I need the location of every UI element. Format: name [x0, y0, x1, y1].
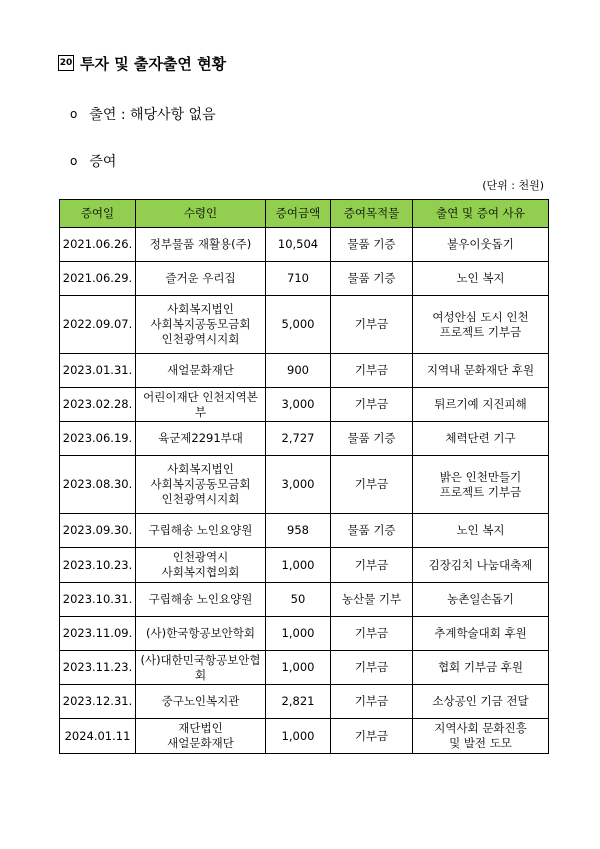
cell-reason	[413, 548, 549, 583]
cell-reason-line: 밝은 인천만들기	[439, 469, 522, 484]
table-row	[60, 296, 549, 354]
cell-recipient	[136, 354, 266, 388]
cell-object: 기부금	[331, 456, 413, 514]
cell-amount: 1,000	[266, 617, 331, 651]
table-row	[60, 388, 549, 422]
header-date: 증여일	[60, 200, 136, 228]
cell-reason-line: 농촌일손돕기	[447, 592, 514, 606]
cell-date: 2021.06.26.	[60, 228, 136, 262]
cell-date: 2023.01.31.	[60, 354, 136, 388]
cell-object: 기부금	[331, 685, 413, 719]
donation-text: 증여	[89, 154, 117, 170]
cell-date: 2022.09.07.	[60, 296, 136, 354]
cell-recipient-line: 사회복지법인	[167, 302, 234, 316]
bullet-marker: o	[70, 107, 78, 121]
bullet-marker: o	[70, 154, 78, 168]
cell-recipient-line: 인천광역시지회	[161, 492, 240, 506]
cell-reason-line: 소상공인 기금 전달	[432, 694, 529, 708]
cell-recipient-line: 즐거운 우리집	[165, 271, 236, 285]
cell-object: 기부금	[331, 354, 413, 388]
cell-reason-line: 여성안심 도시 인천	[432, 309, 529, 324]
cell-recipient-line: 새얼문화재단	[167, 736, 234, 750]
cell-date: 2021.06.29.	[60, 262, 136, 296]
cell-recipient-line: 사회복지공동모금회	[150, 317, 251, 331]
header-object: 증여목적물	[331, 200, 413, 228]
cell-reason	[413, 583, 549, 617]
cell-recipient	[136, 262, 266, 296]
cell-recipient	[136, 296, 266, 354]
cell-recipient-line: 중구노인복지관	[161, 694, 240, 708]
cell-amount: 710	[266, 262, 331, 296]
cell-recipient-line: (사)한국항공보안학회	[146, 626, 255, 640]
cell-date: 2023.10.23.	[60, 548, 136, 583]
cell-amount: 1,000	[266, 548, 331, 583]
cell-reason	[413, 296, 549, 354]
section-title: 투자 및 출자출연 현황	[80, 54, 227, 73]
cell-amount: 3,000	[266, 456, 331, 514]
cell-reason-line: 불우이웃돕기	[447, 237, 514, 251]
cell-amount: 2,727	[266, 422, 331, 456]
cell-reason-line: 지역내 문화재단 후원	[426, 363, 535, 377]
cell-amount: 10,504	[266, 228, 331, 262]
cell-recipient	[136, 651, 266, 685]
investment-line	[70, 104, 216, 124]
cell-amount: 50	[266, 583, 331, 617]
table-row	[60, 456, 549, 514]
header-amount: 증여금액	[266, 200, 331, 228]
cell-object: 물품 기증	[331, 514, 413, 548]
table-row	[60, 685, 549, 719]
header-recipient: 수령인	[136, 200, 266, 228]
donation-table	[59, 199, 549, 754]
cell-recipient-line: 사회복지협의회	[161, 565, 240, 579]
table-row	[60, 514, 549, 548]
cell-date: 2024.01.11	[60, 719, 136, 754]
cell-object: 기부금	[331, 388, 413, 422]
cell-reason	[413, 262, 549, 296]
cell-recipient-line: 사회복지법인	[167, 462, 234, 476]
cell-reason-line: 프로젝트 기부금	[439, 324, 522, 339]
cell-date: 2023.06.19.	[60, 422, 136, 456]
cell-reason-line: 프로젝트 기부금	[439, 484, 522, 499]
cell-amount: 3,000	[266, 388, 331, 422]
cell-object: 기부금	[331, 548, 413, 583]
table-body	[60, 228, 549, 754]
cell-reason-line: 노인 복지	[456, 523, 505, 537]
table-row	[60, 583, 549, 617]
table-row	[60, 651, 549, 685]
cell-recipient-line: 재단법인	[178, 721, 223, 735]
table-row	[60, 422, 549, 456]
cell-object: 기부금	[331, 651, 413, 685]
cell-date: 2023.09.30.	[60, 514, 136, 548]
cell-recipient-line: 인천광역시지회	[161, 332, 240, 346]
cell-recipient	[136, 583, 266, 617]
table-row	[60, 354, 549, 388]
table-row	[60, 617, 549, 651]
cell-recipient-line: 육군제2291부대	[158, 431, 243, 445]
cell-reason	[413, 514, 549, 548]
cell-recipient	[136, 685, 266, 719]
cell-date: 2023.08.30.	[60, 456, 136, 514]
cell-reason	[413, 685, 549, 719]
cell-reason-line: 튀르기예 지진피해	[434, 397, 527, 411]
cell-recipient-line: (사)대한민국항공보안협회	[140, 652, 261, 682]
table-row	[60, 719, 549, 754]
cell-reason	[413, 719, 549, 754]
cell-amount: 958	[266, 514, 331, 548]
investment-text: 출연 : 해당사항 없음	[89, 107, 216, 123]
cell-amount: 2,821	[266, 685, 331, 719]
cell-reason	[413, 354, 549, 388]
table-row	[60, 548, 549, 583]
cell-recipient	[136, 228, 266, 262]
cell-object: 물품 기증	[331, 262, 413, 296]
cell-recipient	[136, 388, 266, 422]
cell-recipient	[136, 422, 266, 456]
cell-date: 2023.12.31.	[60, 685, 136, 719]
section-number-badge: 20	[58, 55, 74, 71]
cell-amount: 1,000	[266, 651, 331, 685]
cell-reason	[413, 422, 549, 456]
cell-recipient-line: 어린이재단 인천지역본부	[143, 389, 258, 419]
cell-recipient-line: 새얼문화재단	[167, 363, 234, 377]
cell-recipient	[136, 719, 266, 754]
cell-reason-line: 및 발전 도모	[449, 736, 512, 750]
cell-reason-line: 노인 복지	[456, 271, 505, 285]
cell-date: 2023.11.23.	[60, 651, 136, 685]
cell-reason	[413, 617, 549, 651]
cell-reason-line: 지역사회 문화진흥	[434, 721, 527, 735]
cell-object: 기부금	[331, 617, 413, 651]
cell-object: 농산물 기부	[331, 583, 413, 617]
cell-object: 물품 기증	[331, 228, 413, 262]
cell-date: 2023.02.28.	[60, 388, 136, 422]
cell-recipient	[136, 548, 266, 583]
section-heading	[58, 53, 226, 73]
cell-recipient-line: 정부물품 재활용(주)	[149, 237, 252, 251]
table-header-row	[60, 200, 549, 228]
cell-recipient	[136, 514, 266, 548]
cell-reason-line: 협회 기부금 후원	[437, 660, 524, 674]
cell-amount: 900	[266, 354, 331, 388]
cell-object: 물품 기증	[331, 422, 413, 456]
cell-reason	[413, 388, 549, 422]
cell-recipient-line: 인천광역시	[172, 550, 229, 564]
cell-object: 기부금	[331, 296, 413, 354]
cell-recipient	[136, 456, 266, 514]
unit-note: (단위 : 천원)	[482, 179, 544, 192]
cell-reason	[413, 456, 549, 514]
cell-reason	[413, 651, 549, 685]
cell-reason-line: 김장김치 나눔대축제	[428, 557, 533, 572]
cell-recipient-line: 사회복지공동모금회	[150, 477, 251, 491]
cell-reason	[413, 228, 549, 262]
cell-recipient-line: 구립해송 노인요양원	[148, 523, 253, 537]
cell-amount: 1,000	[266, 719, 331, 754]
cell-object: 기부금	[331, 719, 413, 754]
cell-reason-line: 체력단련 기구	[445, 431, 516, 445]
header-reason: 출연 및 증여 사유	[413, 200, 549, 228]
table-row	[60, 262, 549, 296]
cell-reason-line: 추계학술대회 후원	[434, 626, 527, 640]
cell-amount: 5,000	[266, 296, 331, 354]
table-row	[60, 228, 549, 262]
cell-date: 2023.10.31.	[60, 583, 136, 617]
cell-recipient	[136, 617, 266, 651]
donation-line	[70, 151, 116, 171]
cell-date: 2023.11.09.	[60, 617, 136, 651]
cell-recipient-line: 구립해송 노인요양원	[148, 592, 253, 606]
